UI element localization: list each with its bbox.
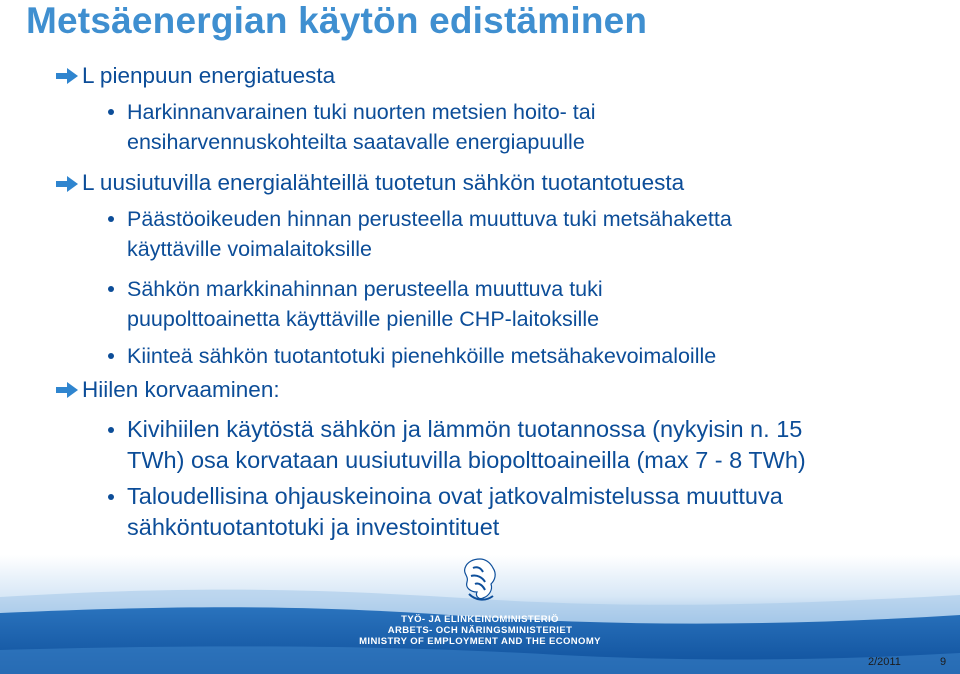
bullet-text: Kiinteä sähkön tuotantotuki pienehköille metsähakevoimaloille xyxy=(127,344,717,368)
section-heading: Hiilen korvaaminen: xyxy=(82,377,280,402)
arrow-bullet-icon xyxy=(54,66,80,86)
bullet-text: Harkinnanvarainen tuki nuorten metsien hoito- tai xyxy=(127,100,596,124)
slide-title: Metsäenergian käytön edistäminen xyxy=(26,0,648,41)
bullet-text: Kivihiilen käytöstä sähkön ja lämmön tuotannossa (nykyisin n. 15 xyxy=(127,416,803,442)
bullet-text: Taloudellisina ohjauskeinoina ovat jatkovalmistelussa muuttuva xyxy=(127,483,783,509)
bullet-text-continued: käyttäville voimalaitoksille xyxy=(127,237,372,261)
bullet-text: Sähkön markkinahinnan perusteella muuttuva tuki xyxy=(127,277,603,301)
bullet-dot-icon xyxy=(108,216,114,222)
bullet-text: Päästöoikeuden hinnan perusteella muuttuva tuki metsähaketta xyxy=(127,207,732,231)
arrow-bullet-icon xyxy=(54,380,80,400)
footer-date: 2/2011 xyxy=(868,656,901,668)
bullet-text-continued: ensiharvennuskohteilta saatavalle energiapuulle xyxy=(127,130,585,154)
section-heading: L pienpuun energiatuesta xyxy=(82,63,336,88)
bullet-dot-icon xyxy=(108,494,114,500)
page-number: 9 xyxy=(940,656,947,668)
bullet-text-continued: sähköntuotantotuki ja investointituet xyxy=(127,514,500,540)
arrow-bullet-icon xyxy=(54,174,80,194)
ministry-name-en: MINISTRY OF EMPLOYMENT AND THE ECONOMY xyxy=(359,636,601,647)
ministry-name-sv: ARBETS- OCH NÄRINGSMINISTERIET xyxy=(387,625,573,636)
bullet-dot-icon xyxy=(108,109,114,115)
bullet-dot-icon xyxy=(108,353,114,359)
bullet-dot-icon xyxy=(108,427,114,433)
bullet-dot-icon xyxy=(108,286,114,292)
bullet-text-continued: puupolttoainetta käyttäville pienille CHP-laitoksille xyxy=(127,307,600,331)
section-heading: L uusiutuvilla energialähteillä tuotetun sähkön tuotantotuesta xyxy=(82,170,685,195)
ministry-name-fi: TYÖ- JA ELINKEINOMINISTERIÖ xyxy=(401,614,559,625)
ministry-lion-emblem-icon xyxy=(455,556,505,606)
bullet-text-continued: TWh) osa korvataan uusiutuvilla biopolttoaineilla (max 7 - 8 TWh) xyxy=(127,447,806,473)
